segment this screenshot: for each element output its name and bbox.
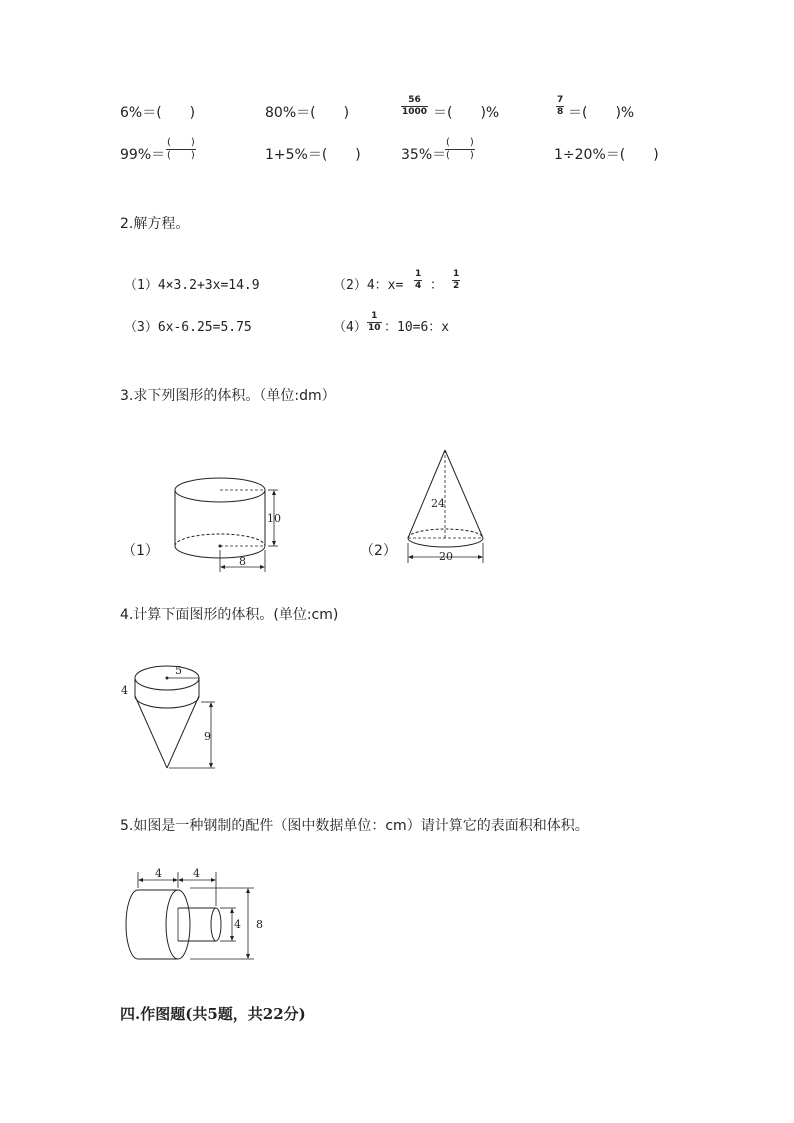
equation-3: （3）6x-6.25=5.75 <box>124 320 252 335</box>
cylinder-cone-figure <box>115 650 225 775</box>
cone-diameter-label: 20 <box>439 550 453 563</box>
item-1-plus-5-percent: 1+5%＝( ) <box>265 147 361 163</box>
cylinder-figure <box>160 468 290 578</box>
item-6-percent: 6%＝( ) <box>120 105 196 121</box>
item-7-8-rest: ＝( )% <box>568 105 635 121</box>
equation-2-prefix: （2）4：x= <box>333 278 404 293</box>
numerator: ( ) <box>167 137 195 148</box>
fraction-1-4 <box>414 270 422 291</box>
denominator: 4 <box>415 281 422 291</box>
denominator: 1000 <box>402 107 428 117</box>
figure-label-1: （1） <box>122 543 159 559</box>
item-56-1000-rest: ＝( )% <box>433 105 500 121</box>
fraction-56-1000 <box>401 96 428 117</box>
cylinder-height-label: 4 <box>121 684 128 697</box>
large-diameter-label: 8 <box>256 918 263 931</box>
section-4-heading: 四.作图题(共5题，共22分) <box>120 1005 306 1023</box>
item-99-percent: 99%＝ <box>120 147 166 163</box>
cone-height-label: 24 <box>431 497 445 510</box>
numerator: 1 <box>453 269 460 279</box>
fraction-blank-1 <box>166 138 196 161</box>
fraction-blank-2 <box>445 138 475 161</box>
numerator: ( ) <box>446 137 474 148</box>
ratio-colon: ： <box>430 278 444 293</box>
fraction-1-10 <box>367 312 382 333</box>
q3-title: 3.求下列图形的体积。（单位:dm） <box>120 388 336 404</box>
denominator: ( ) <box>446 150 474 161</box>
denominator: ( ) <box>167 150 195 161</box>
figure-label-2: （2） <box>360 543 397 559</box>
numerator: 1 <box>415 269 422 279</box>
cylinder-radius-label: 8 <box>239 555 246 568</box>
item-35-percent: 35%＝ <box>401 147 447 163</box>
item-1-div-20-percent: 1÷20%＝( ) <box>554 147 659 163</box>
cone-height-label: 9 <box>204 730 211 743</box>
numerator: 56 <box>408 95 421 105</box>
denominator: 8 <box>557 107 564 117</box>
equation-4-prefix: （4） <box>333 320 367 335</box>
numerator: 7 <box>557 95 564 105</box>
denominator: 2 <box>453 281 460 291</box>
small-diameter-label: 4 <box>234 918 241 931</box>
numerator: 1 <box>371 311 378 321</box>
fraction-1-2 <box>452 270 460 291</box>
item-80-percent: 80%＝( ) <box>265 105 350 121</box>
q2-title: 2.解方程。 <box>120 216 190 232</box>
width-2-label: 4 <box>193 867 200 880</box>
cone-figure <box>400 445 495 570</box>
radius-label: 5 <box>175 664 182 677</box>
cylinder-height-label: 10 <box>267 512 281 525</box>
fraction-7-8 <box>556 96 564 117</box>
q4-title: 4.计算下面图形的体积。(单位:cm) <box>120 607 339 623</box>
denominator: 10 <box>368 323 381 333</box>
q5-title: 5.如图是一种钢制的配件（图中数据单位：cm）请计算它的表面积和体积。 <box>120 818 589 834</box>
equation-1: （1）4×3.2+3x=14.9 <box>124 278 260 293</box>
steel-part-figure <box>120 862 270 967</box>
width-1-label: 4 <box>155 867 162 880</box>
equation-4-rest: ：10=6：x <box>384 320 450 335</box>
